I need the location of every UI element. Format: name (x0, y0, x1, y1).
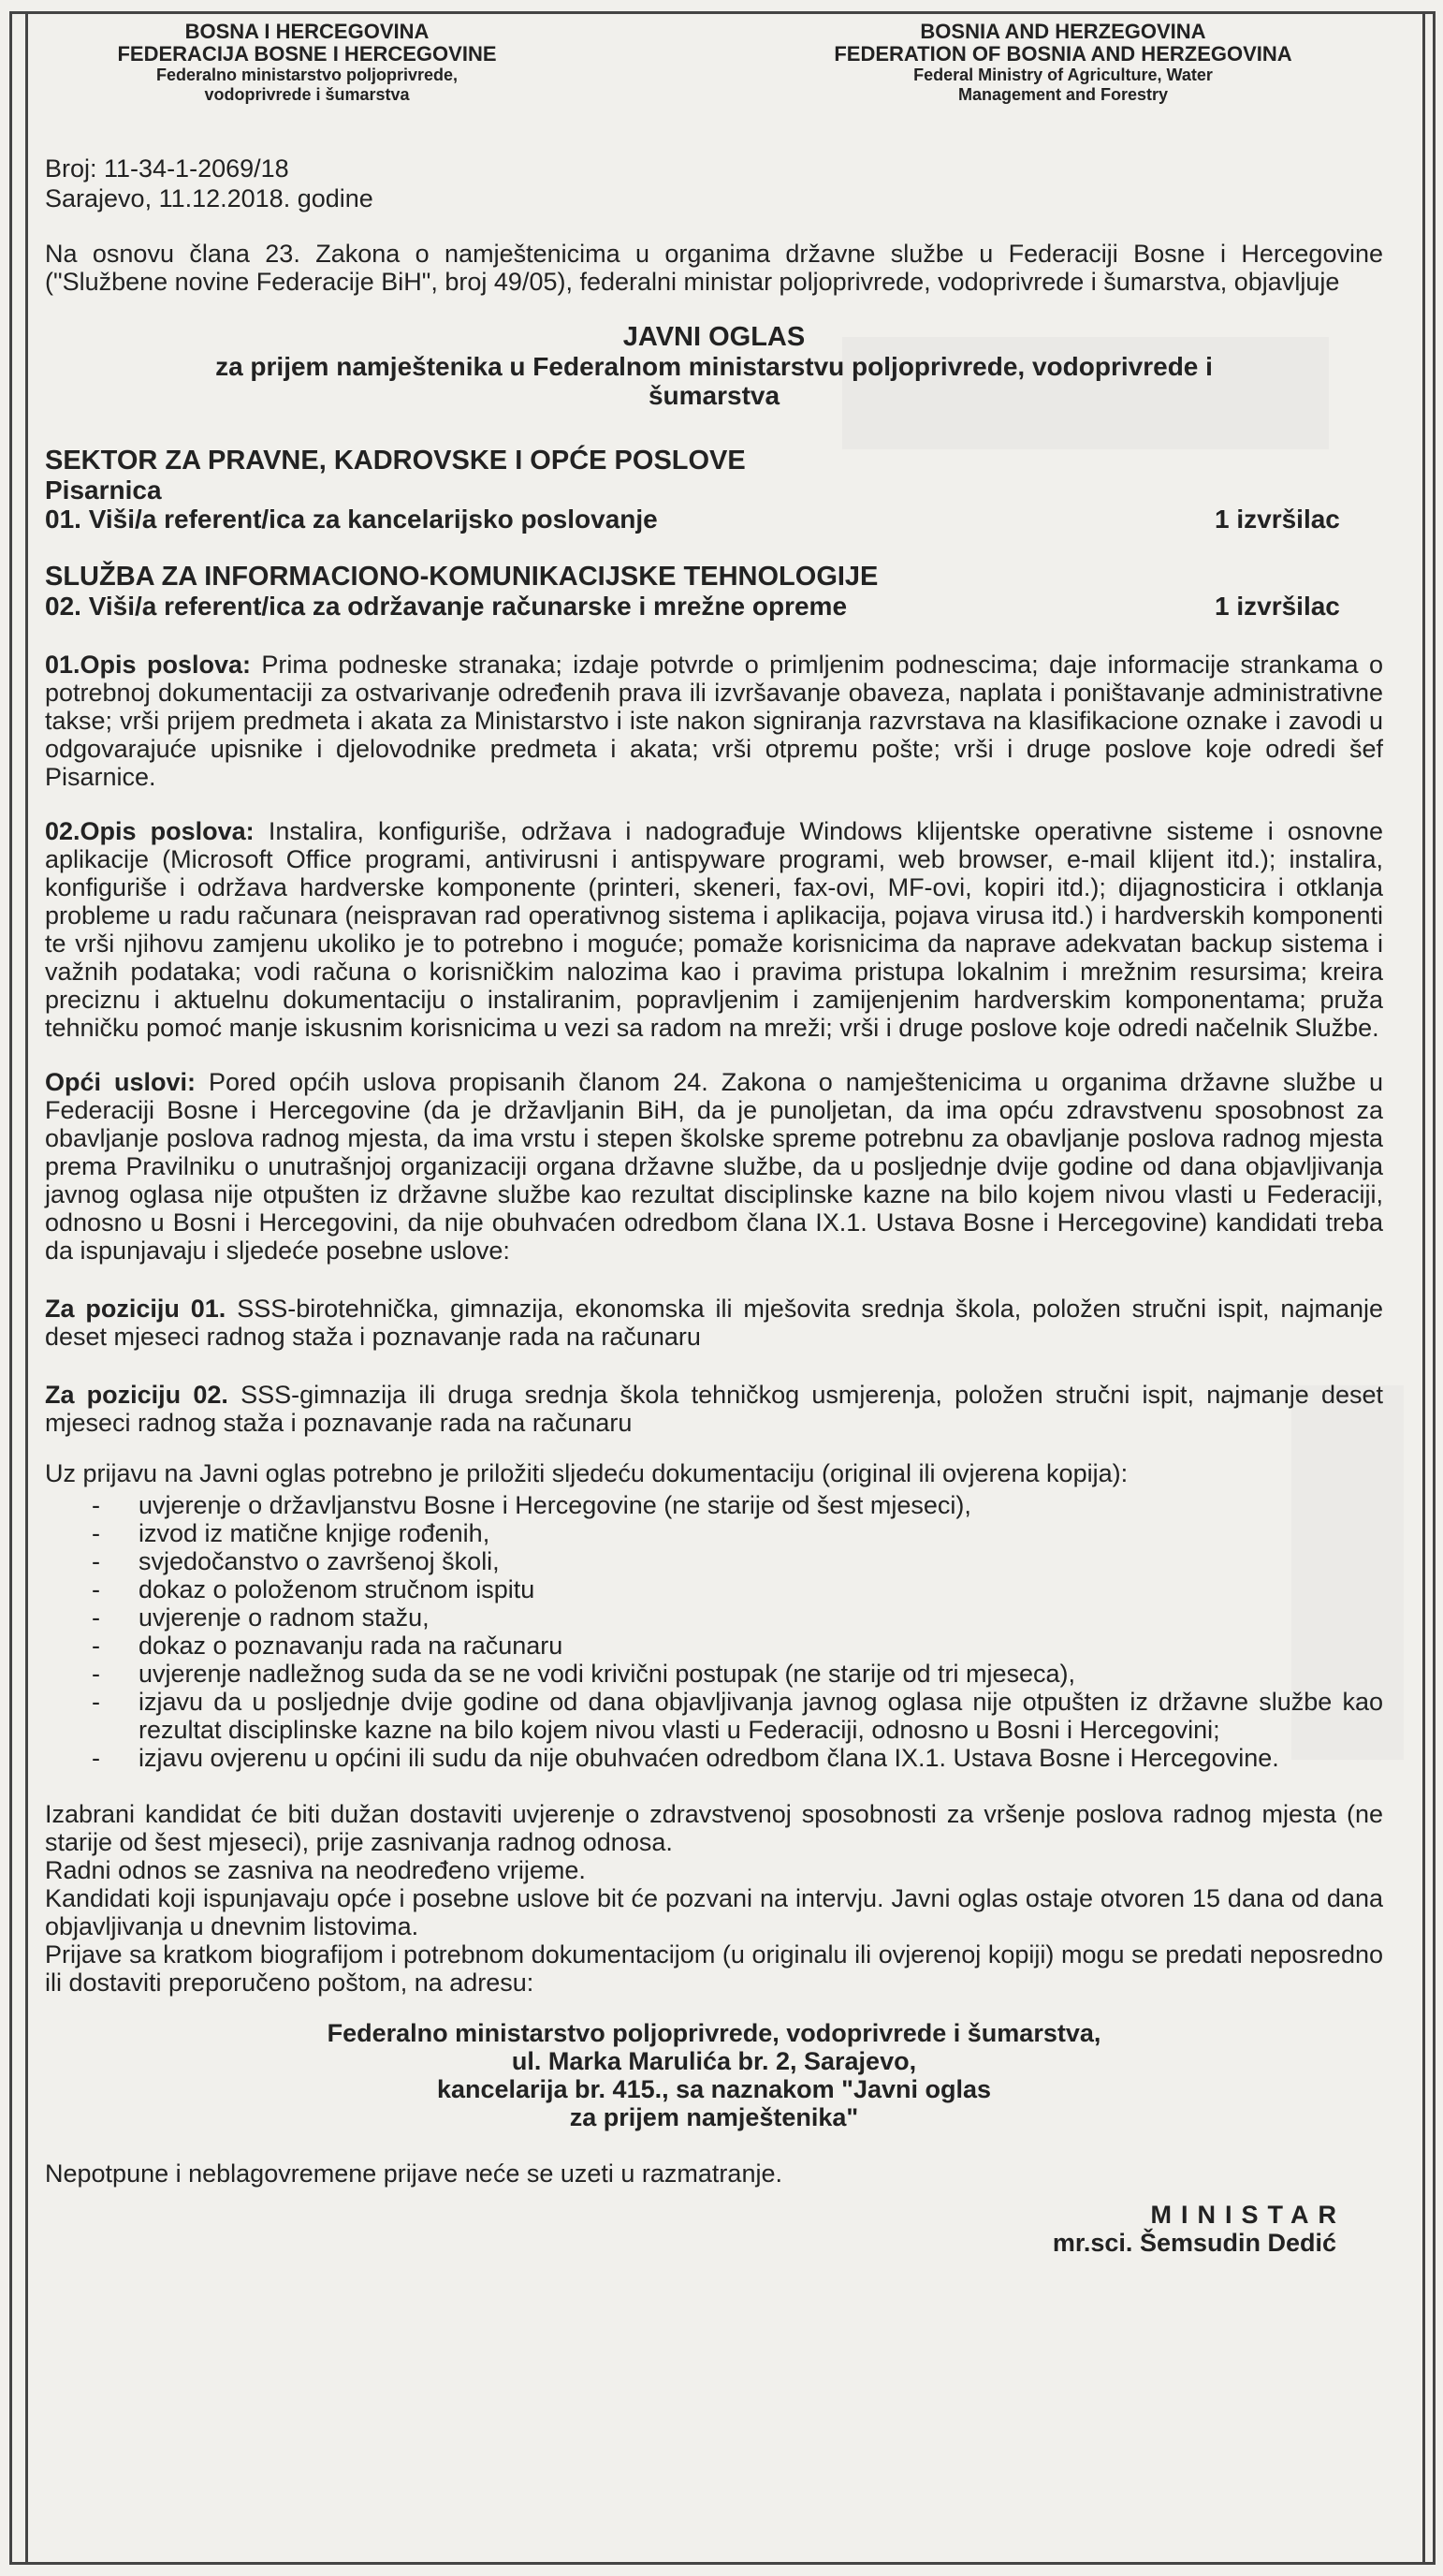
final-note: Nepotpune i neblagovremene prijave neće se uzeti u razmatranje. (45, 2159, 782, 2188)
documents-list (45, 1491, 1383, 1772)
notice-content (45, 17, 1383, 2257)
intro-paragraph: Na osnovu člana 23. Zakona o namještenicima u organima državne službe u Federaciji Bosne i Hercegovine ("Službene novine Federacije BiH", broj 49/05), federalni ministar poljoprivrede, vodoprivrede i šumarstva, objavljuje (45, 240, 1383, 296)
requirements-text: SSS-gimnazija ili druga srednja škola tehničkog usmjerenja, položen stručni ispit, najmanje deset mjeseci radnog staža i poznavanje rada na računaru (45, 1381, 1383, 1437)
list-bullet: - (92, 1632, 100, 1660)
title-main: JAVNI OGLAS (622, 322, 806, 352)
list-item (45, 1688, 1383, 1744)
letterhead-country: BOSNA I HERCEGOVINA (184, 20, 430, 43)
requirements-text: SSS-birotehnička, gimnazija, ekonomska ili mješovita srednja škola, položen stručni ispit, najmanje deset mjeseci radnog staža i poznavanje rada na računaru (45, 1295, 1383, 1351)
letterhead-country-en: BOSNIA AND HERZEGOVINA (920, 20, 1206, 43)
sector-unit: Pisarnica (45, 476, 162, 505)
letterhead-local (45, 21, 569, 105)
list-item (45, 1519, 1383, 1547)
job-description-label: 02.Opis poslova: (45, 817, 255, 845)
place-date: Sarajevo, 11.12.2018. godine (45, 184, 373, 212)
list-item (45, 1744, 1383, 1772)
letterhead-ministry-en: Federal Ministry of Agriculture, Water (913, 66, 1213, 84)
address-line: kancelarija br. 415., sa naznakom "Javni oglas (436, 2075, 992, 2103)
list-item (45, 1660, 1383, 1688)
sector-name: SLUŽBA ZA INFORMACIONO-KOMUNIKACIJSKE TEHNOLOGIJE (45, 562, 879, 592)
general-conditions-text: Pored općih uslova propisanih članom 24. Zakona o namještenicima u organima državne službe u Federaciji Bosne i Hercegovine (da je državljanin BiH, da je punoljetan, da ima opću zdravstvenu sposobnost za obavljanje poslova radnog mjesta, da ima vrstu i stepen školske spreme potrebnu za obavljanje poslova radnog mjesta prema Pravilniku o unutrašnjoj organizaciji organa državne službe, da u posljednje dvije godine od dana objavljivanja javnog oglasa nije otpušten iz državne službe kao rezultat disciplinske kazne na bilo kojem nivou vlasti u Federaciji, odnosno u Bosni i Hercegovini, da nije obuhvaćen odredbom člana IX.1. Ustava Bosne i Hercegovine) kandidati treba da ispunjavaju i sljedeće posebne uslove: (45, 1068, 1383, 1265)
position-row (45, 505, 1383, 534)
list-bullet: - (92, 1519, 100, 1547)
requirements-02 (45, 1381, 1383, 1437)
list-item (45, 1575, 1383, 1603)
list-bullet: - (92, 1688, 100, 1716)
list-item-text: dokaz o poznavanju rada na računaru (138, 1632, 563, 1660)
sector-ict (45, 562, 1383, 621)
title-subtitle-cont: šumarstva (648, 381, 780, 410)
position-title: 02. Viši/a referent/ica za održavanje računarske i mrežne opreme (45, 592, 848, 621)
sector-legal (45, 446, 1383, 534)
list-bullet: - (92, 1660, 100, 1688)
list-item-text: uvjerenje o državljanstvu Bosne i Hercegovine (ne starije od šest mjeseci), (138, 1491, 971, 1519)
signatory-title: MINISTAR (1150, 2201, 1346, 2229)
address-line: Federalno ministarstvo poljoprivrede, vodoprivrede i šumarstva, (327, 2019, 1101, 2047)
letterhead-federation: FEDERACIJA BOSNE I HERCEGOVINE (117, 42, 497, 66)
list-item-text: uvjerenje o radnom stažu, (138, 1603, 430, 1632)
notice-title (45, 322, 1383, 410)
job-description-02 (45, 817, 1383, 1042)
list-item-text: izjavu da u posljednje dvije godine od dana objavljivanja javnog oglasa nije otpušten iz državne službe kao rezultat disciplinske kazne na bilo kojem nivou vlasti u Federaciji, odnosno u Bosni i Hercegovini; (138, 1688, 1383, 1744)
postal-address (45, 2019, 1383, 2131)
requirements-01 (45, 1295, 1383, 1351)
position-count: 1 izvršilac (1215, 505, 1340, 534)
position-row (45, 592, 1383, 621)
list-bullet: - (92, 1491, 100, 1519)
sector-name: SEKTOR ZA PRAVNE, KADROVSKE I OPĆE POSLOVE (45, 446, 746, 476)
list-item-text: dokaz o položenom stručnom ispitu (138, 1575, 535, 1603)
address-line: za prijem namještenika" (569, 2103, 859, 2131)
closing-text: Radni odnos se zasniva na neodređeno vrijeme. (45, 1856, 586, 1884)
list-item-text: svjedočanstvo o završenoj školi, (138, 1547, 500, 1575)
general-conditions-label: Opći uslovi: (45, 1068, 197, 1096)
letterhead-english (745, 21, 1381, 105)
closing-text: Izabrani kandidat će biti dužan dostaviti uvjerenje o zdravstvenoj sposobnosti za vršenje poslova radnog mjesta (ne starije od šest mjeseci), prije zasnivanja radnog odnosa. (45, 1800, 1383, 1856)
list-item (45, 1603, 1383, 1632)
closing-text: Prijave sa kratkom biografijom i potrebnom dokumentacijom (u originalu ili ovjerenoj kopiji) mogu se predati neposredno ili dostaviti preporučeno poštom, na adresu: (45, 1940, 1383, 1997)
letterhead-federation-en: FEDERATION OF BOSNIA AND HERZEGOVINA (834, 42, 1292, 66)
list-item (45, 1632, 1383, 1660)
letterhead-ministry: Federalno ministarstvo poljoprivrede, (155, 66, 459, 84)
job-description-label: 01.Opis poslova: (45, 651, 251, 679)
position-title: 01. Viši/a referent/ica za kancelarijsko poslovanje (45, 505, 658, 534)
signature-block (45, 2201, 1383, 2257)
reference-number: Broj: 11-34-1-2069/18 (45, 154, 289, 183)
list-item (45, 1491, 1383, 1519)
list-item-text: izjavu ovjerenu u općini ili sudu da nije obuhvaćen odredbom člana IX.1. Ustava Bosne i Hercegovine. (138, 1744, 1279, 1772)
letterhead (45, 17, 1383, 114)
job-description-text: Prima podneske stranaka; izdaje potvrde o primljenim podnescima; daje informacije strankama o potrebnoj dokumentaciji za ostvarivanje određenih prava ili izvršavanje obaveza, naplata i poništavanje administrativne takse; vrši prijem predmeta i akata za Ministarstvo i iste nakon signiranja razvrstava na klasifikacione oznake i zavodi u odgovarajuće upisnike i djelovodnike predmeta i akata; vrši otpremu pošte; vrši i druge poslove koje odredi šef Pisarnice. (45, 651, 1383, 791)
list-item (45, 1547, 1383, 1575)
reference-block (45, 154, 1383, 213)
list-item-text: izvod iz matične knjige rođenih, (138, 1519, 490, 1547)
title-subtitle: za prijem namještenika u Federalnom ministarstvu poljoprivrede, vodoprivrede i (215, 352, 1213, 381)
address-line: ul. Marka Marulića br. 2, Sarajevo, (511, 2047, 917, 2075)
job-description-text: Instalira, konfiguriše, održava i nadograđuje Windows klijentske operativne sisteme i osnovne aplikacije (Microsoft Office programi, antivirusni i antispyware programi, web browser, e-mail klijent itd.); instalira, konfiguriše i održava hardverske komponente (printeri, skeneri, fax-ovi, MF-ovi, kopiri itd.); dijagnosticira i otklanja probleme u radu računara (neispravan rad operativnog sistema i aplikacija, pojava virusa itd.) i hardverskih komponenti te vrši njihovu zamjenu ukoliko je to potrebno i moguće; pomaže korisnicima da naprave adekvatan backup sistema i važnih podataka; vodi računa o korisničkim nalozima kao i pravima pristupa lokalnim i mrežnim resursima; kreira preciznu i aktuelnu dokumentaciju o instaliranim, popravljenim i zamijenjenim hardverskim komponentama; pruža tehničku pomoć manje iskusnim korisnicima u vezi sa radom na mreži; vrši i druge poslove koje odredi načelnik Službe. (45, 817, 1383, 1042)
signatory-name: mr.sci. Šemsudin Dedić (1052, 2229, 1336, 2257)
job-description-01 (45, 651, 1383, 791)
documents-intro: Uz prijavu na Javni oglas potrebno je priložiti sljedeću dokumentaciju (original ili ovjerena kopija): (45, 1459, 1129, 1487)
list-bullet: - (92, 1575, 100, 1603)
list-bullet: - (92, 1744, 100, 1772)
list-bullet: - (92, 1547, 100, 1575)
list-item-text: uvjerenje nadležnog suda da se ne vodi krivični postupak (ne starije od tri mjeseca), (138, 1660, 1076, 1688)
list-bullet: - (92, 1603, 100, 1632)
closing-text: Kandidati koji ispunjavaju opće i posebne uslove bit će pozvani na intervju. Javni oglas ostaje otvoren 15 dana od dana objavljivanja u dnevnim listovima. (45, 1884, 1383, 1940)
position-count: 1 izvršilac (1215, 592, 1340, 621)
letterhead-ministry-en-cont: Management and Forestry (957, 85, 1169, 104)
letterhead-ministry-cont: vodoprivrede i šumarstva (204, 85, 410, 104)
requirements-label: Za poziciju 01. (45, 1295, 226, 1323)
requirements-label: Za poziciju 02. (45, 1381, 228, 1409)
general-conditions (45, 1068, 1383, 1265)
